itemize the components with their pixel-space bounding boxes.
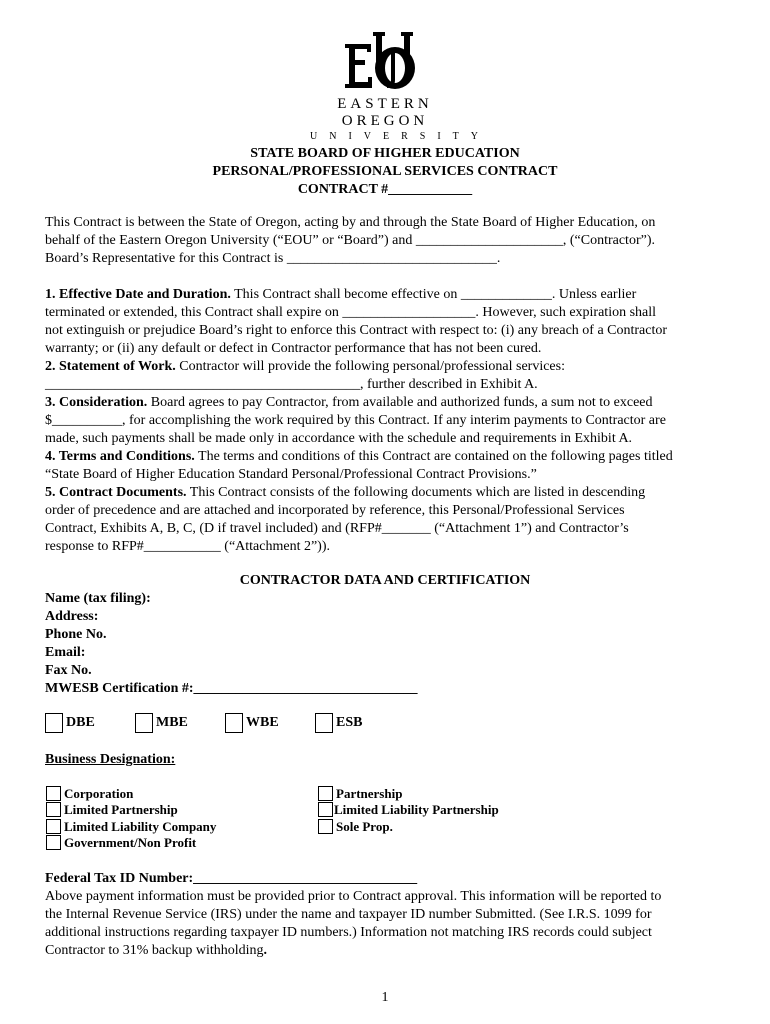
llc-label: Limited Liability Company [64, 819, 217, 834]
phone-field-label[interactable]: Phone No. [45, 627, 107, 642]
esb-checkbox[interactable] [315, 713, 333, 733]
section-1-line: warranty; or (ii) any default or defect in Contractor performance that has not been cured. [45, 341, 542, 356]
section-3-line: made, such payments shall be made only in accordance with the schedule and requirements in Exhibit A. [45, 431, 633, 446]
eou-monogram-icon [335, 30, 435, 94]
header-line-2: PERSONAL/PROFESSIONAL SERVICES CONTRACT [212, 164, 558, 179]
address-field-label[interactable]: Address: [45, 609, 99, 624]
page-number: 1 [381, 990, 389, 1005]
name-field-label[interactable]: Name (tax filing): [45, 591, 151, 606]
section-5-line [45, 484, 735, 502]
section-5-text: This Contract consists of the following documents which are listed in descending [186, 485, 646, 500]
esb-label: ESB [336, 715, 363, 730]
section-4-title: 4. Terms and Conditions. [45, 449, 195, 464]
intro-line: behalf of the Eastern Oregon University (“EOU” or “Board”) and _____________________, (“Contractor”). [45, 233, 655, 248]
section-5-line: Contract, Exhibits A, B, C, (D if travel included) and (RFP#_______ (“Attachment 1”) and Contractor’s [45, 521, 629, 536]
section-1-line: not extinguish or prejudice Board’s right to enforce this Contract with respect to: (i) any breach of a Contractor [45, 323, 668, 338]
mbe-label: MBE [156, 715, 188, 730]
sole-prop-checkbox[interactable] [318, 819, 333, 834]
intro-line: Board’s Representative for this Contract is ______________________________. [45, 251, 501, 266]
llp-checkbox[interactable] [318, 802, 333, 817]
section-3-line [45, 394, 735, 412]
mwesb-certification-field[interactable]: MWESB Certification #:________________________________ [45, 681, 418, 696]
tax-info-text: Contractor to 31% backup withholding [45, 943, 264, 958]
dbe-checkbox[interactable] [45, 713, 63, 733]
section-4-line: “State Board of Higher Education Standard Personal/Professional Contract Provisions.” [45, 467, 537, 482]
tax-info-period: . [263, 943, 268, 958]
tax-info-paragraph [45, 888, 735, 960]
section-3-line: $__________, for accomplishing the work required by this Contract. If any interim payments to Contractor are [45, 413, 666, 428]
dbe-label: DBE [66, 715, 95, 730]
section-2-line: _____________________________________________, further described in Exhibit A. [45, 377, 538, 392]
fax-field-label[interactable]: Fax No. [45, 663, 92, 678]
tax-info-line: additional instructions regarding taxpayer ID numbers.) Information not matching IRS records could subject [45, 925, 652, 940]
logo-university-sub: UNIVERSITY [310, 131, 490, 142]
wbe-label: WBE [246, 715, 279, 730]
government-nonprofit-label: Government/Non Profit [64, 835, 197, 850]
section-4-text: The terms and conditions of this Contract are contained on the following pages titled [194, 449, 673, 464]
tax-info-line: Above payment information must be provided prior to Contract approval. This information will be reported to [45, 889, 662, 904]
section-5-line: order of precedence and are attached and incorporated by reference, this Personal/Professional Services [45, 503, 625, 518]
sole-prop-label: Sole Prop. [336, 819, 393, 834]
section-2-text: Contractor will provide the following personal/professional services: [175, 359, 565, 374]
section-1-text: This Contract shall become effective on _____________. Unless earlier [230, 287, 637, 302]
business-designation-title: Business Designation: [45, 752, 176, 767]
email-field-label[interactable]: Email: [45, 645, 86, 660]
tax-info-line: the Internal Revenue Service (IRS) under the name and taxpayer ID number Submitted. (See I.R.S. 1099 for [45, 907, 652, 922]
llp-label: Limited Liability Partnership [334, 802, 499, 817]
section-1-title: 1. Effective Date and Duration. [45, 287, 231, 302]
partnership-checkbox[interactable] [318, 786, 333, 801]
intro-paragraph [45, 214, 735, 268]
header-contract-number: CONTRACT #____________ [297, 182, 473, 197]
section-5-title: 5. Contract Documents. [45, 485, 187, 500]
corporation-checkbox[interactable] [46, 786, 61, 801]
section-3-text: Board agrees to pay Contractor, from available and authorized funds, a sum not to exceed [147, 395, 653, 410]
mbe-checkbox[interactable] [135, 713, 153, 733]
federal-tax-id-field[interactable]: Federal Tax ID Number:________________________________ [45, 871, 418, 886]
header-line-1: STATE BOARD OF HIGHER EDUCATION [250, 146, 520, 161]
limited-partnership-label: Limited Partnership [64, 802, 178, 817]
wbe-checkbox[interactable] [225, 713, 243, 733]
section-1-line: terminated or extended, this Contract shall expire on ___________________. However, such expiration shall [45, 305, 657, 320]
contractor-section-title: CONTRACTOR DATA AND CERTIFICATION [239, 573, 531, 588]
section-4-line [45, 448, 735, 466]
llc-checkbox[interactable] [46, 819, 61, 834]
limited-partnership-checkbox[interactable] [46, 802, 61, 817]
section-1-line [45, 286, 735, 304]
section-2-title: 2. Statement of Work. [45, 359, 176, 374]
section-3-title: 3. Consideration. [45, 395, 148, 410]
section-2-line [45, 358, 735, 376]
section-5-line: response to RFP#___________ (“Attachment 2”)). [45, 539, 331, 554]
eou-logo [300, 30, 490, 142]
tax-info-line [45, 942, 735, 960]
intro-line: This Contract is between the State of Oregon, acting by and through the State Board of Higher Education, on [45, 215, 656, 230]
partnership-label: Partnership [336, 786, 403, 801]
government-nonprofit-checkbox[interactable] [46, 835, 61, 850]
logo-university-name: EASTERN OREGON [337, 96, 433, 129]
corporation-label: Corporation [64, 786, 134, 801]
contract-sections [45, 286, 735, 556]
